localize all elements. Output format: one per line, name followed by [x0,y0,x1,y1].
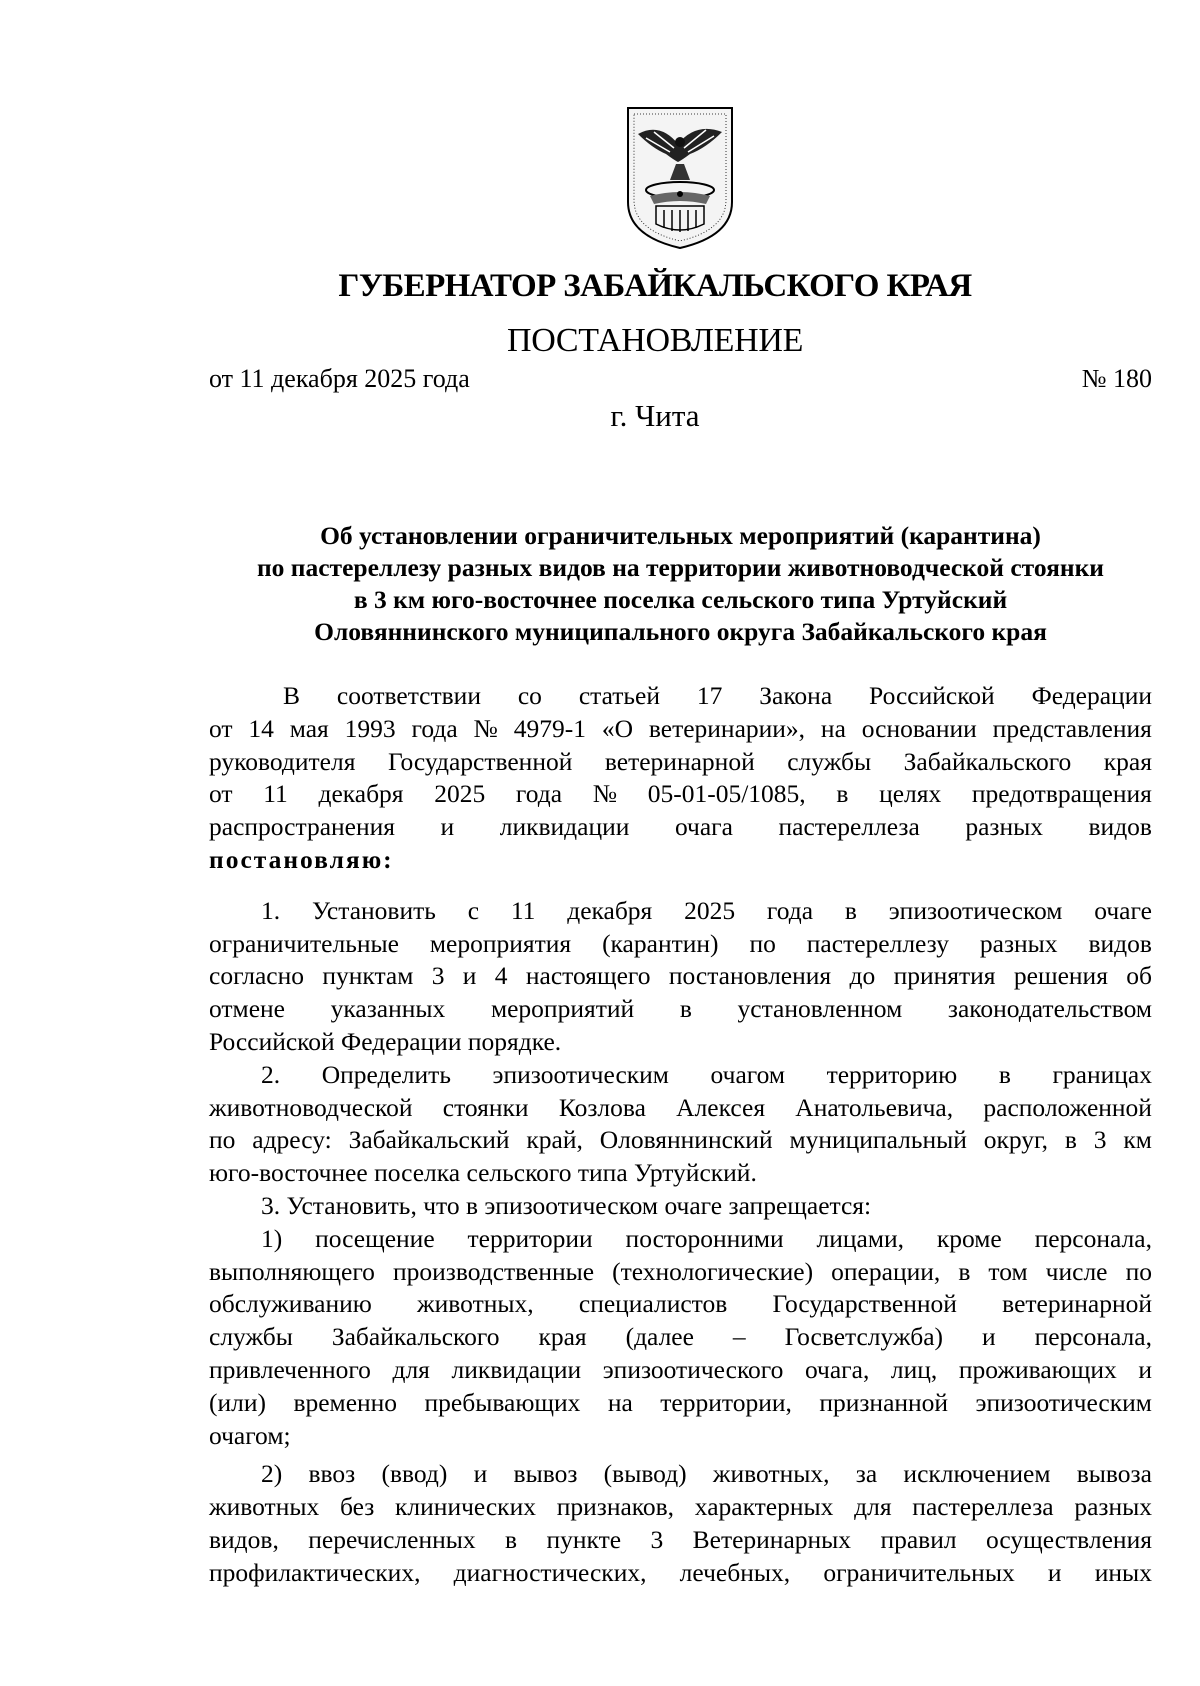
coat-of-arms-icon [620,104,740,252]
coat-of-arms-emblem [620,104,740,252]
word: (ввод) [381,1459,448,1489]
word: расположенной [983,1092,1152,1122]
word: пунктам [322,961,414,991]
word: ввоз [308,1459,356,1489]
word: лицами, [816,1223,905,1253]
word: осуществления [986,1524,1152,1554]
text-line: Российской Федерации порядке. [209,1026,562,1056]
word: вывоза [1076,1459,1152,1489]
word: в [679,994,692,1024]
word: клинических [395,1492,536,1522]
word: 4979-1 [513,713,586,743]
word: видов [1088,812,1152,842]
word: проживающих [958,1354,1117,1384]
word: пастереллеза [778,812,920,842]
word: Забайкальского [331,1322,500,1352]
word: за [855,1459,878,1489]
word: животноводческой [209,1092,413,1122]
text-line: юго-восточнее поселка сельского типа Уртуйский. [209,1158,757,1188]
word: разных [1074,1492,1152,1522]
issuing-authority: ГУБЕРНАТОР ЗАБАЙКАЛЬСКОГО КРАЯ [338,268,972,304]
word: специалистов [578,1289,728,1319]
word: (или) [209,1387,267,1417]
text-line [209,895,1152,928]
word: 1993 [344,713,396,743]
word: округ, [983,1125,1049,1155]
word: профилактических, [209,1557,421,1587]
word: мероприятий [490,994,635,1024]
word: Установить [311,895,436,925]
text-line [209,960,1152,993]
text-line [209,778,1152,811]
word: 2025 [434,779,486,809]
word: № [473,713,498,743]
text-line [209,1321,1152,1354]
word: до [849,961,876,991]
word: видов, [209,1524,279,1554]
word: ликвидации [451,1354,582,1384]
word: законодательством [947,994,1152,1024]
word: основании [861,713,977,743]
word: службы [787,746,872,776]
word: исключением [903,1459,1051,1489]
word: вывоз [513,1459,578,1489]
word: согласно [209,961,304,991]
paragraph-1 [209,895,1152,1059]
word: в [1064,1125,1077,1155]
word: перечисленных [308,1524,476,1554]
word: привлеченного [209,1354,371,1384]
title-line: в 3 км юго-восточнее поселка сельского типа Уртуйский [353,585,1008,614]
word: (технологические) [612,1256,814,1286]
word: Алексея [676,1092,766,1122]
paragraph-2 [209,1059,1152,1190]
word: 2. [261,1059,281,1089]
word: по [749,928,776,958]
subparagraph-2 [209,1458,1152,1589]
word: эпизоотическим [975,1387,1152,1417]
word: по [1125,1256,1152,1286]
text-line [209,1557,1152,1590]
word: со [517,681,542,710]
word: № [592,779,618,809]
word: территорию [826,1059,958,1089]
word: Ветеринарных [692,1524,852,1554]
word: 17 [696,681,723,710]
word: в [505,1524,518,1554]
word: мая [289,713,329,743]
word: соответствии [336,681,481,710]
text-line [209,993,1152,1026]
word: в [836,779,849,809]
document-title [209,520,1152,648]
word: указанных [330,994,446,1024]
word: кроме [936,1223,1002,1253]
word: правил [880,1524,957,1554]
word: и [462,961,477,991]
word: стоянки [442,1092,529,1122]
word: по [209,1125,236,1155]
text-line [209,928,1152,961]
word: от [209,713,233,743]
word: том [988,1256,1028,1286]
word: распространения [209,812,395,842]
text-line [209,811,1152,844]
word: от [209,779,233,809]
word: для [854,1492,892,1522]
word: статьей [578,681,660,710]
resolution-keyword: постановляю: [209,844,394,874]
word: персонала, [1034,1223,1152,1253]
word: 2025 [684,895,736,925]
word: адресу: [252,1125,332,1155]
word: края [1103,746,1152,776]
word: животных, [417,1289,534,1319]
word: и [1047,1557,1062,1587]
word: муниципальный [789,1125,967,1155]
word: км [1123,1125,1152,1155]
word: (вывод) [603,1459,687,1489]
word: очаге [1094,895,1152,925]
word: на [607,1387,633,1417]
word: и [473,1459,488,1489]
word: Забайкальского [903,746,1072,776]
word: признаков, [556,1492,675,1522]
text-line [209,1354,1152,1387]
word: отмене [209,994,285,1024]
word: операции, [831,1256,941,1286]
word: службы [209,1322,293,1352]
word: на [820,713,846,743]
word: ветеринарной [604,746,755,776]
word: и [1138,1354,1152,1384]
word: Госветслужба) [784,1322,944,1352]
word: без [339,1492,375,1522]
text-line [209,680,1152,713]
word: руководителя [209,746,356,776]
word: очага [674,812,733,842]
word: и [981,1322,996,1352]
word: очага, [804,1354,870,1384]
word: Закона [759,681,833,710]
preamble-paragraph [209,680,1152,877]
text-line [209,746,1152,779]
text-line [209,1092,1152,1125]
word: Государственной [772,1289,957,1319]
word: «О [601,713,633,743]
word: 1. [261,895,281,925]
document-number: № 180 [1081,364,1152,393]
word: 2) [261,1459,283,1489]
word: решения [1013,961,1108,991]
title-line: Об установлении ограничительных мероприятий (карантина) [320,521,1041,550]
word: видов [1088,928,1152,958]
word: признанной [819,1387,949,1417]
text-line: очагом; [209,1420,291,1450]
word: Анатольевича, [795,1092,954,1122]
word: пастереллеза [912,1492,1054,1522]
word: представления [992,713,1152,743]
word: декабря [567,895,653,925]
word: ветеринарии», [648,713,806,743]
word: декабря [318,779,404,809]
word: Козлова [558,1092,646,1122]
word: Федерации [1031,681,1152,710]
word: характерных [694,1492,834,1522]
word: границах [1052,1059,1152,1089]
word: Забайкальский [348,1125,510,1155]
word: 3 [1093,1125,1107,1155]
word: 11 [510,895,536,925]
word: край, [526,1125,583,1155]
text-line [209,1387,1152,1420]
text-line [209,1256,1152,1289]
word: животных [209,1492,320,1522]
word: 14 [248,713,274,743]
word: – [732,1322,746,1352]
word: 3 [650,1524,664,1554]
text-line [209,1059,1152,1092]
word: 05-01-05/1085, [647,779,806,809]
paragraph-3: 3. Установить, что в эпизоотическом очаге запрещается: [261,1190,872,1220]
word: эпизоотического [602,1354,784,1384]
word: предотвращения [971,779,1152,809]
title-line: по пастереллезу разных видов на территории животноводческой стоянки [256,553,1104,582]
word: в [958,1256,971,1286]
word: выполняющего [209,1256,375,1286]
word: 3 [431,961,445,991]
word: установленном [737,994,903,1024]
word: В [283,681,301,710]
word: года [411,713,458,743]
word: года [766,895,814,925]
word: пребывающих [424,1387,581,1417]
word: эпизоотическим [492,1059,669,1089]
word: персонала, [1034,1322,1152,1352]
word: с [467,895,480,925]
word: Государственной [387,746,573,776]
word: лиц, [890,1354,938,1384]
title-line: Оловяннинского муниципального округа Забайкальского края [314,617,1047,646]
word: обслуживанию [209,1289,372,1319]
word: пункте [546,1524,622,1554]
word: диагностических, [453,1557,647,1587]
word: края [538,1322,587,1352]
word: года [515,779,563,809]
word: Оловяннинский [599,1125,773,1155]
word: для [392,1354,430,1384]
word: разных [965,812,1043,842]
word: настоящего [525,961,651,991]
text-line [209,1491,1152,1524]
word: пастереллезу [806,928,949,958]
word: Определить [321,1059,451,1089]
word: очагом [710,1059,785,1089]
word: ветеринарной [1002,1289,1152,1319]
word: числе [1045,1256,1108,1286]
word: посещение [315,1223,435,1253]
word: постановления [668,961,832,991]
word: территории [467,1223,593,1253]
document-type: ПОСТАНОВЛЕНИЕ [506,322,804,359]
document-date: от 11 декабря 2025 года [209,364,470,393]
word: территории, [660,1387,792,1417]
word: 1) [261,1223,283,1253]
word: посторонними [625,1223,784,1253]
text-line [209,1223,1152,1256]
word: в [844,895,857,925]
word: эпизоотическом [888,895,1063,925]
text-line [209,1288,1152,1321]
word: 4 [494,961,508,991]
word: иных [1094,1557,1152,1587]
word: принятия [893,961,996,991]
word: мероприятия [429,928,572,958]
document-body [209,680,1152,1590]
word: и [440,812,455,842]
word: животных, [712,1459,830,1489]
word: ликвидации [499,812,630,842]
word: об [1126,961,1152,991]
word: 11 [263,779,288,809]
text-line [209,1458,1152,1491]
text-line [209,713,1152,746]
word: целях [879,779,942,809]
word: ограничительных [823,1557,1015,1587]
word: в [998,1059,1011,1089]
word: лечебных, [679,1557,791,1587]
word: производственные [392,1256,595,1286]
word: (далее [625,1322,694,1352]
word: Российской [869,681,995,710]
word: разных [979,928,1058,958]
text-line [209,1524,1152,1557]
word: ограничительные [209,928,399,958]
text-line [209,1124,1152,1157]
document-city: г. Чита [610,398,700,433]
word: временно [293,1387,398,1417]
subparagraph-1 [209,1223,1152,1453]
word: (карантин) [602,928,719,958]
